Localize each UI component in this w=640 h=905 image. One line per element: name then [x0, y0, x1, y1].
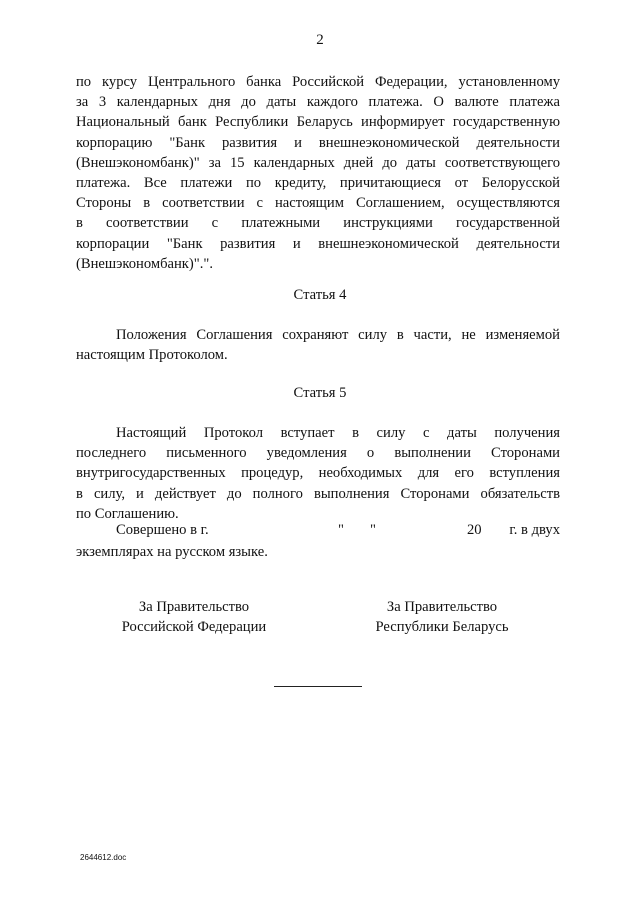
- text-line: платежа. Все платежи по кредиту, причитающиеся от Белорусской: [76, 175, 560, 192]
- text-line: корпорацию "Банк развития и внешнеэкономической деятельности: [76, 134, 560, 151]
- article-5-heading: Статья 5: [293, 385, 347, 401]
- text-line: (Внешэкономбанк)".".: [76, 255, 213, 272]
- text-line: корпорации "Банк развития и внешнеэкономической деятельности: [76, 235, 560, 252]
- article-4-text: [76, 325, 560, 365]
- text-line: внутригосударственных процедур, необходимых для его вступления: [76, 465, 560, 482]
- done-at-line-2: [76, 542, 560, 562]
- document-reference: 2644612.doc: [80, 853, 127, 862]
- text-line: по Соглашению.: [76, 505, 179, 522]
- article-4-heading: Статья 4: [293, 287, 347, 303]
- text-line: последнего письменного уведомления о выполнении Сторонами: [76, 445, 560, 462]
- done-at-quote-open: ": [338, 522, 344, 538]
- signature-russia: [74, 597, 314, 637]
- text-line: экземплярах на русском языке.: [76, 544, 268, 560]
- done-at-line: [116, 522, 560, 542]
- paragraph-payment-terms: [76, 72, 560, 274]
- text-line: Положения Соглашения сохраняют силу в части, не изменяемой: [116, 327, 560, 343]
- separator-line: [274, 686, 362, 687]
- text-line: в соответствии с платежными инструкциями государственной: [76, 215, 560, 232]
- article-5-text: [76, 423, 560, 524]
- text-line: за 3 календарных дня до даты каждого платежа. О валюте платежа: [76, 94, 560, 111]
- text-line: Стороны в соответствии с настоящим Соглашением, осуществляются: [76, 195, 560, 212]
- signature-line: За Правительство: [138, 599, 250, 615]
- done-at-year: 20: [467, 522, 482, 538]
- page-number: 2: [316, 32, 324, 48]
- signature-line: Республики Беларусь: [375, 619, 509, 635]
- done-at-quote-close: ": [370, 522, 376, 538]
- text-line: Настоящий Протокол вступает в силу с даты получения: [116, 425, 560, 441]
- text-line: по курсу Центрального банка Российской Федерации, установленному: [76, 74, 560, 90]
- done-at-prefix: Совершено в г.: [116, 522, 209, 538]
- text-line: (Внешэкономбанк)" за 15 календарных дней до даты соответствующего: [76, 154, 560, 171]
- text-line: настоящим Протоколом.: [76, 347, 228, 364]
- text-line: в силу, и действует до полного выполнения Сторонами обязательств: [76, 485, 560, 502]
- text-line: Национальный банк Республики Беларусь информирует государственную: [76, 114, 560, 131]
- done-at-suffix: г. в двух: [509, 522, 560, 538]
- signature-belarus: [322, 597, 562, 637]
- signature-line: Российской Федерации: [121, 619, 267, 635]
- signature-line: За Правительство: [386, 599, 498, 615]
